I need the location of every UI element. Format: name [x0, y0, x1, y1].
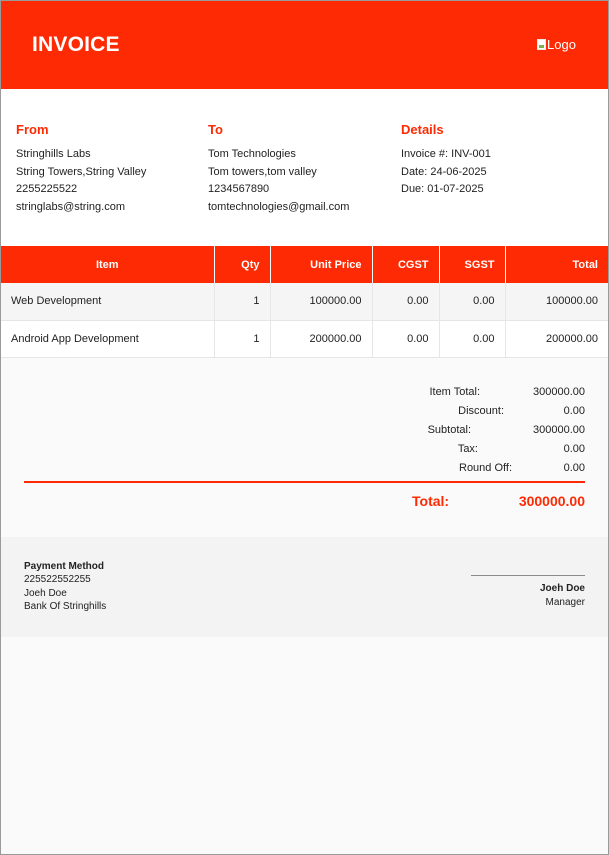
cell-total: 100000.00	[505, 283, 608, 320]
from-section	[16, 122, 146, 216]
table-row	[1, 320, 608, 357]
items-table-wrapper	[1, 246, 608, 358]
cell-item: Android App Development	[1, 320, 214, 357]
from-email: stringlabs@string.com	[16, 200, 125, 213]
invoice-due-date: Due: 01-07-2025	[401, 183, 484, 196]
tax-label: Tax:	[457, 443, 478, 455]
details-section	[401, 122, 491, 199]
party-info	[1, 89, 608, 246]
to-heading: To	[208, 122, 223, 137]
round-off-label: Round Off:	[459, 462, 512, 474]
grand-total-label: Total:	[412, 493, 450, 509]
to-section	[208, 122, 349, 216]
to-email: tomtechnologies@gmail.com	[208, 200, 350, 213]
payment-holder: Joeh Doe	[24, 587, 67, 599]
items-table	[1, 246, 608, 358]
payment-bank: Bank Of Stringhills	[24, 601, 107, 612]
cell-total: 200000.00	[505, 320, 608, 357]
payment-account: 225522552255	[24, 574, 91, 585]
logo-alt-text: Logo	[547, 37, 576, 52]
details-heading: Details	[401, 122, 444, 137]
cell-unit-price: 100000.00	[270, 283, 372, 320]
cell-qty: 1	[214, 283, 270, 320]
signature-line	[471, 575, 585, 576]
cell-item: Web Development	[1, 283, 214, 320]
tax-value: 0.00	[563, 443, 585, 455]
signatory-role: Manager	[545, 597, 585, 608]
header-unit-price: Unit Price	[270, 246, 372, 283]
company-logo	[537, 37, 576, 52]
invoice-title: INVOICE	[32, 33, 120, 56]
cell-unit-price: 200000.00	[270, 320, 372, 357]
broken-image-icon	[537, 39, 546, 50]
cell-cgst: 0.00	[372, 320, 439, 357]
subtotal-value: 300000.00	[533, 424, 585, 436]
round-off-value: 0.00	[563, 462, 585, 474]
grand-total-value: 300000.00	[518, 493, 585, 509]
item-total-label: Item Total:	[429, 386, 480, 398]
cell-cgst: 0.00	[372, 283, 439, 320]
from-address: String Towers,String Valley	[16, 165, 147, 178]
header-sgst: SGST	[439, 246, 505, 283]
signatory-name: Joeh Doe	[539, 583, 585, 594]
table-row	[1, 283, 608, 320]
to-phone: 1234567890	[208, 183, 270, 196]
invoice-date: Date: 24-06-2025	[401, 165, 487, 178]
payment-method-title: Payment Method	[24, 561, 105, 572]
invoice-number: Invoice #: INV-001	[401, 148, 491, 160]
table-header-row	[1, 246, 608, 283]
discount-label: Discount:	[458, 405, 504, 417]
from-phone: 2255225522	[16, 183, 78, 196]
to-address: Tom towers,tom valley	[208, 165, 317, 178]
header-item: Item	[1, 246, 214, 283]
invoice-header	[1, 1, 608, 89]
subtotal-label: Subtotal:	[427, 424, 471, 436]
header-cgst: CGST	[372, 246, 439, 283]
cell-sgst: 0.00	[439, 283, 505, 320]
invoice-footer	[1, 537, 608, 637]
from-name: Stringhills Labs	[16, 148, 91, 160]
header-total: Total	[505, 246, 608, 283]
totals-divider	[24, 481, 585, 483]
discount-value: 0.00	[563, 405, 585, 417]
header-qty: Qty	[214, 246, 270, 283]
cell-qty: 1	[214, 320, 270, 357]
totals-summary	[1, 384, 608, 534]
to-name: Tom Technologies	[208, 148, 296, 160]
payment-method	[24, 561, 106, 614]
from-heading: From	[16, 122, 49, 137]
item-total-value: 300000.00	[533, 386, 585, 398]
cell-sgst: 0.00	[439, 320, 505, 357]
